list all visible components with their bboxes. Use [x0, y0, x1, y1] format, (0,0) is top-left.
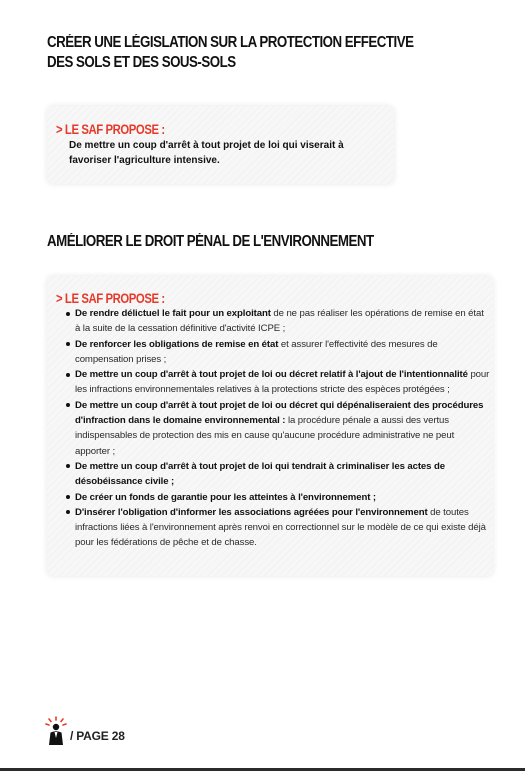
section1-proposal-text: De mettre un coup d'arrêt à tout projet de loi qui viserait à favoriser l'agriculture intensive.	[69, 140, 344, 166]
section2-heading: AMÉLIORER LE DROIT PÉNAL DE L'ENVIRONNEMENT	[47, 233, 374, 250]
section1-propose-label: > LE SAF PROPOSE :	[56, 122, 165, 137]
page-number: / PAGE 28	[70, 729, 125, 743]
bottom-divider	[0, 768, 525, 771]
list-item: De mettre un coup d'arrêt à tout projet de loi ou décret qui dépénaliseraient des procédures d'infraction dans le domaine environnemental : la procédure pénale a aussi des vertus indispensables de protection des mis en cause qu'aucune procédure administrative ne peut apporter ;	[60, 398, 490, 459]
list-item: De mettre un coup d'arrêt à tout projet de loi ou décret relatif à l'ajout de l'intentionnalité pour les infractions environnementales relatives à la protections stricte des espèces protégées ;	[60, 367, 490, 398]
section2-proposal-list	[60, 306, 490, 551]
list-item: De mettre un coup d'arrêt à tout projet de loi qui tendrait à criminaliser les actes de désobéissance civile ;	[60, 459, 490, 490]
section1-heading-line2: DES SOLS ET DES SOUS-SOLS	[47, 54, 236, 71]
section2-propose-label: > LE SAF PROPOSE :	[56, 291, 165, 306]
list-item: De créer un fonds de garantie pour les atteintes à l'environnement ;	[60, 490, 490, 505]
lawyer-figure-icon	[44, 716, 68, 746]
section1-heading-line1: CRÉER UNE LÉGISLATION SUR LA PROTECTION EFFECTIVE	[47, 34, 414, 51]
list-item: De renforcer les obligations de remise en état et assurer l'effectivité des mesures de compensation prises ;	[60, 337, 490, 368]
list-item: D'insérer l'obligation d'informer les associations agréées pour l'environnement de toutes infractions liées à l'environnement après renvoi en correctionnel sur le modèle de ce qui existe déjà pour les fédérations de pêche et de chasse.	[60, 505, 490, 551]
list-item: De rendre délictuel le fait pour un exploitant de ne pas réaliser les opérations de remise en état à la suite de la cessation définitive d'activité ICPE ;	[60, 306, 490, 337]
